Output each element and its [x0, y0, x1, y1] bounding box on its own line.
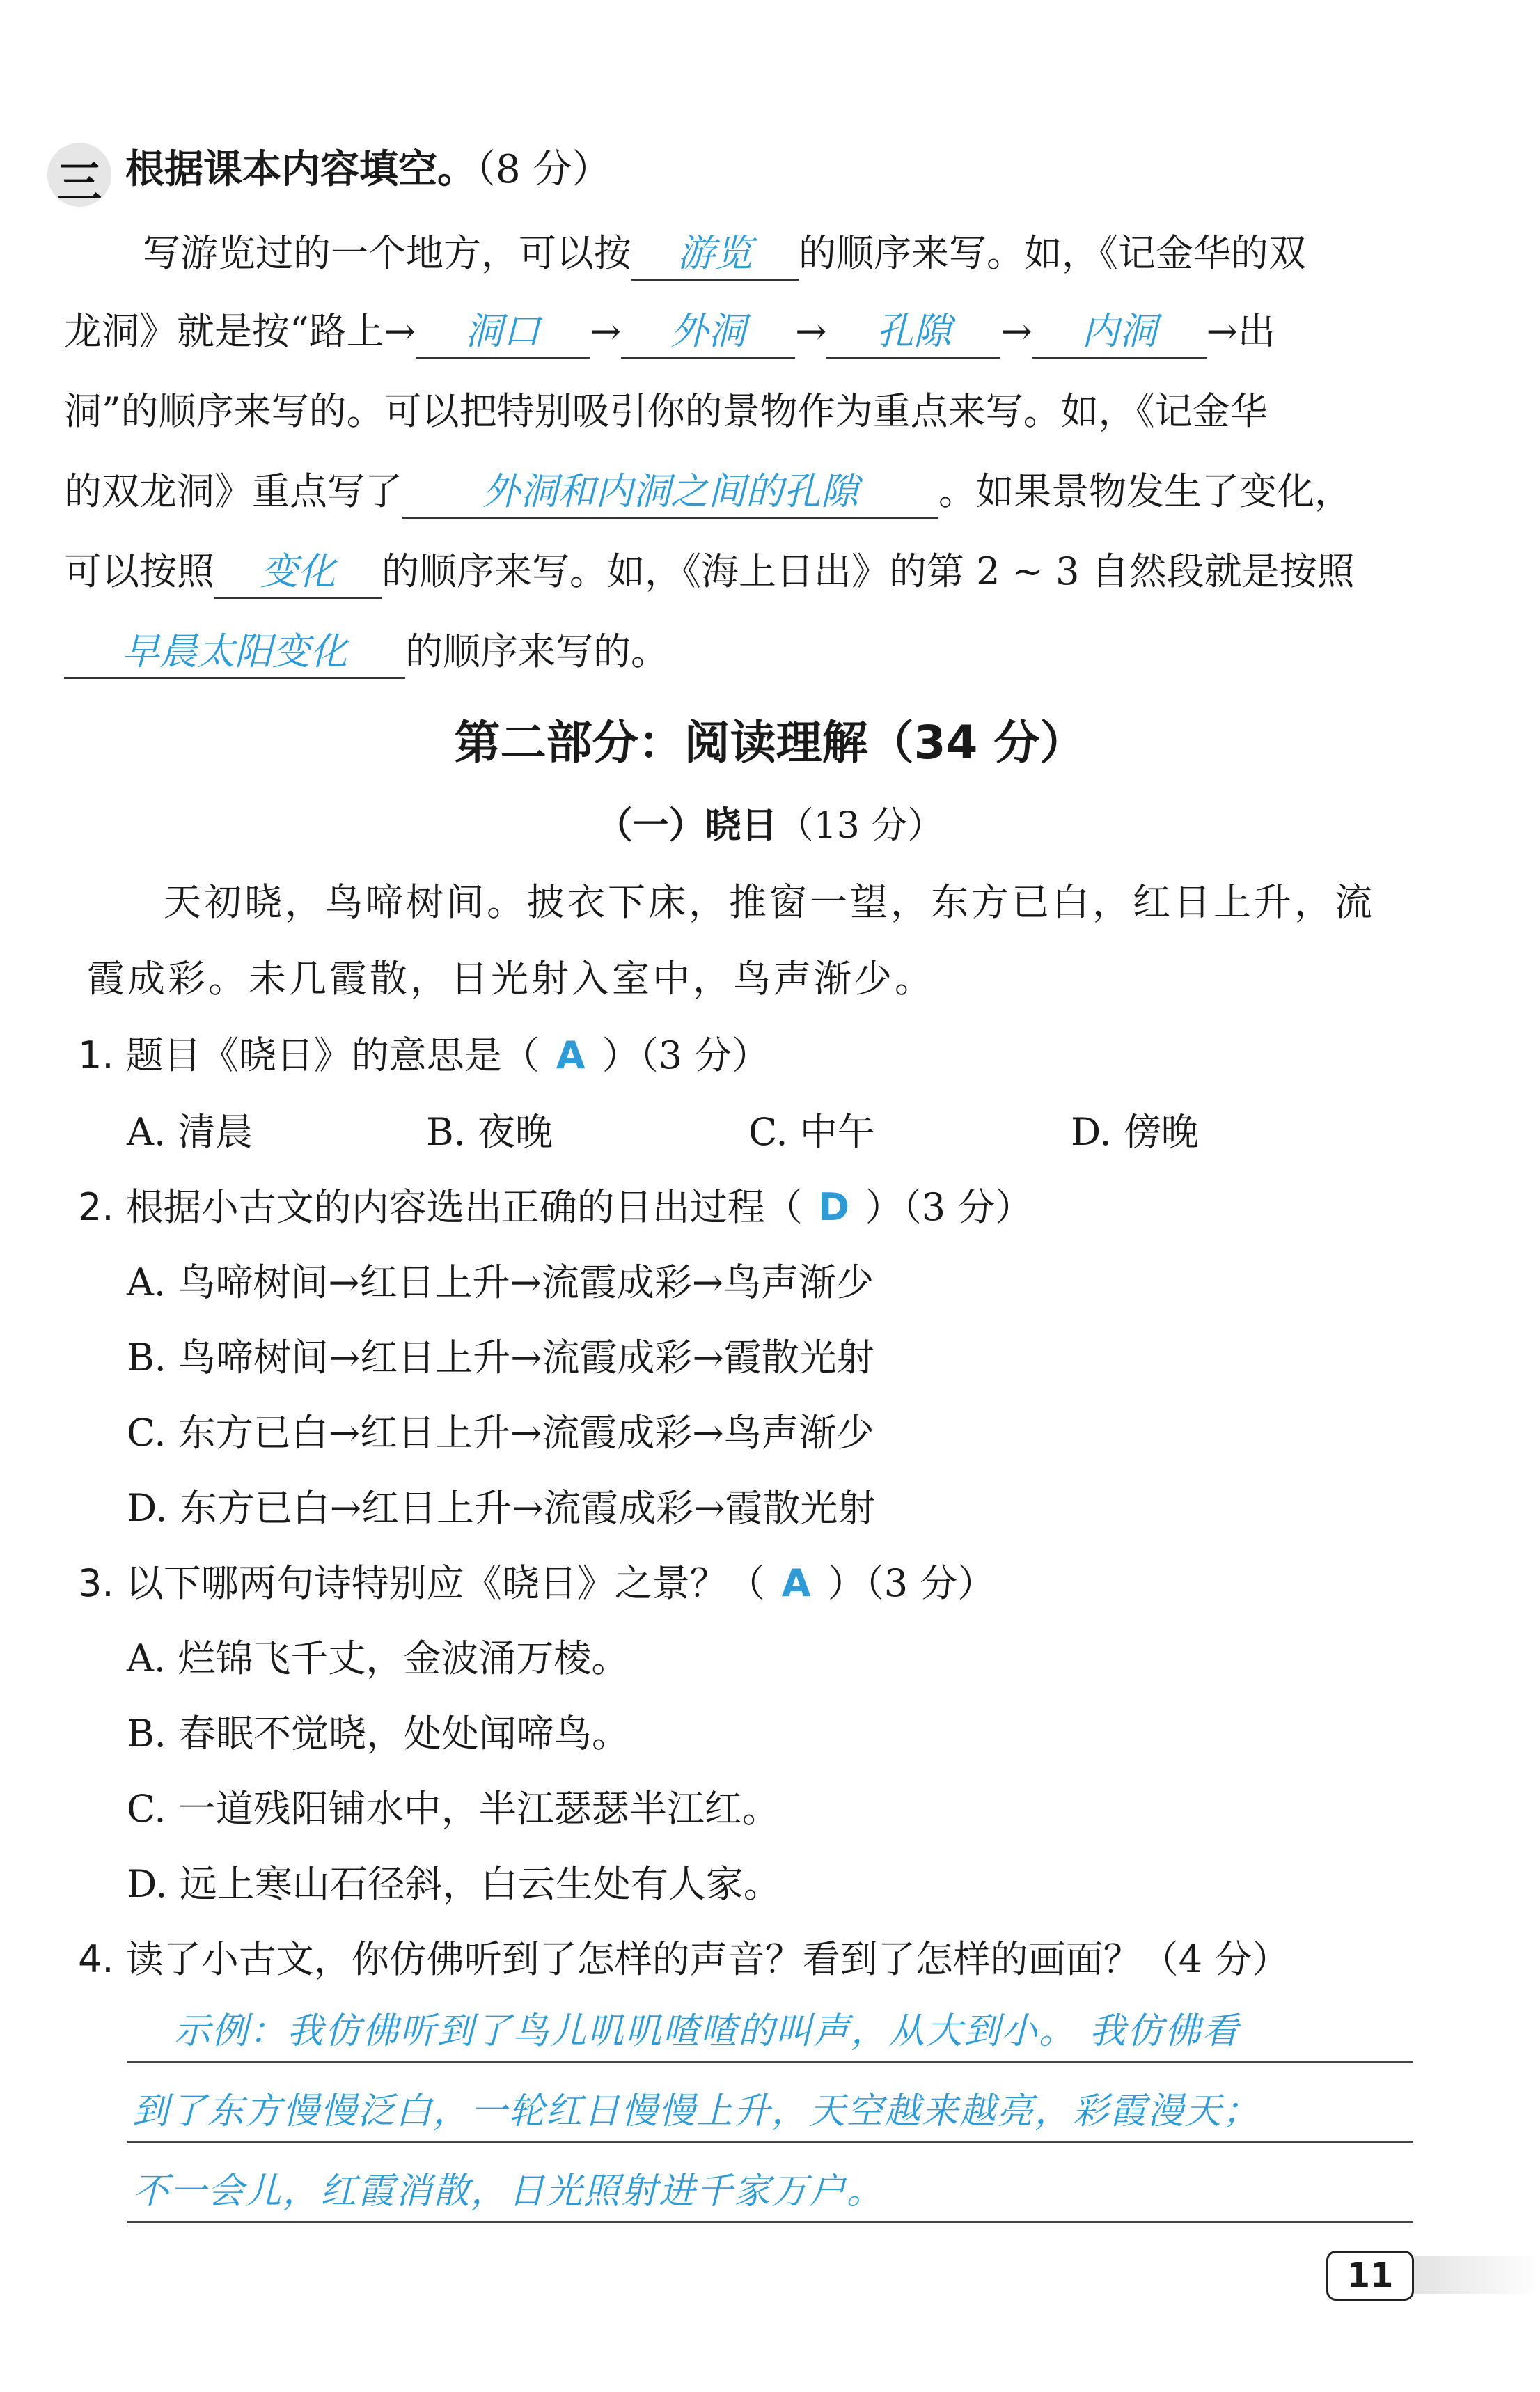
answer-step-3: 孔隙: [876, 309, 952, 353]
option-2b: B. 鸟啼树间→红日上升→流霞成彩→霞散光射: [127, 1336, 874, 1379]
question-stem: 根据小古文的内容选出正确的日出过程（: [125, 1185, 803, 1229]
answer-change: 变化: [260, 549, 336, 593]
answer-focus: 外洞和内洞之间的孔隙: [482, 469, 858, 513]
option-3b: B. 春眠不觉晓，处处闻啼鸟。: [127, 1712, 630, 1756]
answer-rule-1: [127, 2061, 1413, 2063]
option-2d: D. 东方已白→红日上升→流霞成彩→霞散光射: [127, 1486, 876, 1530]
section-number: 三: [57, 157, 102, 209]
blank-step-4: [1032, 311, 1207, 359]
answer-line-3: 不一会儿，红霞消散，日光照射进千家万户。: [132, 2171, 885, 2212]
blank-focus: [402, 471, 938, 519]
option-3c: C. 一道残阳铺水中，半江瑟瑟半江红。: [127, 1787, 780, 1831]
arrow: →: [1000, 309, 1032, 353]
answer-line-2: 到了东方慢慢泛白，一轮红日慢慢上升，天空越来越亮，彩霞漫天；: [132, 2090, 1261, 2132]
question-1: [78, 1031, 769, 1081]
fill-line-5: [64, 547, 1355, 599]
question-3: [78, 1558, 995, 1609]
text-segment: 的双龙洞》重点写了: [64, 469, 402, 513]
question-score: ）（3 分）: [602, 1033, 770, 1077]
answer-sun: 早晨太阳变化: [122, 630, 347, 673]
page-number: 11: [1326, 2251, 1414, 2301]
arrow: →: [589, 309, 622, 353]
question-answer: D: [818, 1185, 850, 1229]
option-1b: B. 夜晚: [426, 1110, 553, 1154]
question-4: [78, 1934, 1289, 1985]
section-heading: [125, 145, 611, 195]
blank-step-3: [826, 311, 1000, 359]
question-number: 3.: [78, 1561, 114, 1605]
passage-title-text: （一）晓日: [596, 805, 778, 847]
question-number: 2.: [78, 1185, 114, 1229]
blank-step-1: [416, 311, 590, 359]
option-1d: D. 傍晚: [1071, 1110, 1199, 1154]
part-two-title: 第二部分：阅读理解（34 分）: [454, 716, 1086, 769]
text-segment: 写游览过的一个地方，可以按: [143, 231, 631, 275]
blank-step-2: [621, 311, 795, 359]
answer-rule-2: [127, 2141, 1413, 2143]
section-heading-score: （8 分）: [476, 147, 611, 192]
blank-sun: [64, 631, 405, 679]
question-answer: A: [556, 1033, 586, 1077]
answer-step-2: 外洞: [670, 309, 746, 353]
text-segment: 龙洞》就是按“路上→: [64, 309, 416, 353]
question-2: [78, 1182, 1032, 1233]
question-answer: A: [781, 1561, 811, 1605]
fill-line-1: [143, 228, 1306, 281]
option-1c: C. 中午: [748, 1110, 875, 1154]
text-segment: →出: [1206, 309, 1275, 353]
text-segment: 的顺序来写。如，《记金华的双: [799, 231, 1306, 275]
option-1a: A. 清晨: [127, 1110, 253, 1154]
answer-step-1: 洞口: [464, 309, 540, 353]
text-segment: 可以按照: [64, 549, 214, 593]
text-segment: 的顺序来写的。: [405, 630, 668, 673]
option-2a: A. 鸟啼树间→红日上升→流霞成彩→鸟声渐少: [127, 1260, 874, 1304]
passage-line-1: 天初晓，鸟啼树间。披衣下床，推窗一望，东方已白，红日上升，流: [164, 880, 1375, 924]
passage-title-score: （13 分）: [777, 805, 944, 847]
option-3a: A. 烂锦飞千丈，金波涌万棱。: [127, 1636, 629, 1680]
answer-step-4: 内洞: [1081, 309, 1157, 353]
question-stem: 以下哪两句诗特别应《晓日》之景？（: [125, 1561, 765, 1605]
answer-order: 游览: [677, 231, 753, 275]
answer-rule-3: [127, 2221, 1413, 2223]
fill-line-3: 洞”的顺序来写的。可以把特别吸引你的景物作为重点来写。如，《记金华: [64, 389, 1268, 433]
text-segment: 的顺序来写。如，《海上日出》的第 2 ~ 3 自然段就是按照: [382, 549, 1355, 593]
fill-line-4: [64, 467, 1352, 519]
question-score: ）（3 分）: [865, 1185, 1033, 1229]
answer-line-1: 示例：我仿佛听到了鸟儿叽叽喳喳的叫声，从大到小。 我仿佛看: [174, 2010, 1240, 2052]
option-2c: C. 东方已白→红日上升→流霞成彩→鸟声渐少: [127, 1411, 874, 1455]
passage-line-2: 霞成彩。未几霞散，日光射入室中，鸟声渐少。: [87, 957, 935, 1001]
arrow: →: [795, 309, 827, 353]
text-segment: 。如果景物发生了变化，: [938, 469, 1352, 513]
fill-line-6: [64, 627, 668, 679]
question-score: ）（3 分）: [827, 1561, 996, 1605]
question-stem: 读了小古文，你仿佛听到了怎样的声音？看到了怎样的画面？（4 分）: [125, 1937, 1290, 1981]
section-heading-text: 根据课本内容填空。: [125, 147, 476, 192]
blank-change: [214, 551, 382, 599]
passage-title: [0, 801, 1540, 851]
fill-line-2: [64, 306, 1275, 359]
blank-order: [631, 233, 799, 281]
question-number: 4.: [78, 1937, 114, 1981]
question-stem: 题目《晓日》的意思是（: [125, 1033, 540, 1077]
question-number: 1.: [78, 1033, 114, 1077]
option-3d: D. 远上寒山石径斜，白云生处有人家。: [127, 1862, 781, 1906]
section-number-badge: [47, 143, 111, 207]
